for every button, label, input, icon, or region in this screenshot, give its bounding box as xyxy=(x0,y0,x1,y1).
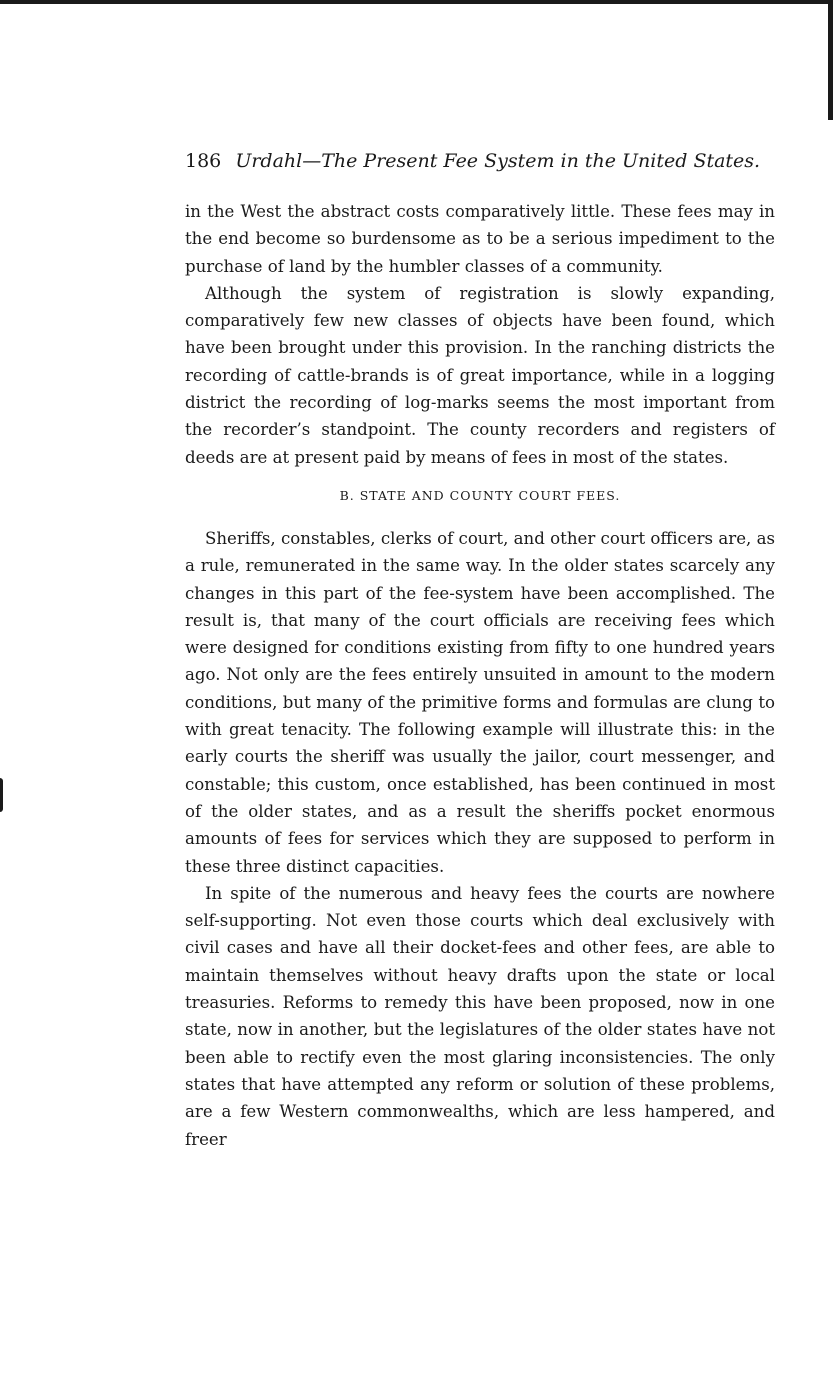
paragraph-registration: Although the system of registration is slowly expanding, comparatively few new classes of objects have been found, which have been brought under this provision. In the ranching districts the recording of cattle-brands is of great importance, while in a logging district the recording of log-marks seems the most important from the recorder’s standpoint. The county recorders and registers of deeds are at present paid by means of fees in most of the states. xyxy=(185,283,775,467)
section-heading: B. STATE AND COUNTY COURT FEES. xyxy=(339,487,621,503)
scan-edge-mark xyxy=(0,778,3,812)
page-body xyxy=(185,198,775,1153)
scan-border-right xyxy=(828,0,833,120)
page-number: 186 xyxy=(185,150,222,172)
paragraph-court-officers: Sheriffs, constables, clerks of court, and other court officers are, as a rule, remunerated in the same way. In the older states scarcely any changes in this part of the fee-system have been accomplished. The result is, that many of the court officials are receiving fees which were designed for conditions existing from fifty to one hundred years ago. Not only are the fees entirely unsuited in amount to the modern conditions, but many of the primitive forms and formulas are clung to with great tenacity. The following example will illustrate this: in the early courts the sheriff was usually the jailor, court messenger, and constable; this custom, once established, has been continued in most of the older states, and as a result the sheriffs pocket enormous amounts of fees for services which they are supposed to perform in these three distinct capacities. xyxy=(185,528,775,876)
paragraph-court-fees: In spite of the numerous and heavy fees the courts are nowhere self-supporting. Not even those courts which deal exclusively with civil cases and have all their docket-fees and other fees, are able to maintain themselves without heavy drafts upon the state or local treasuries. Reforms to remedy this have been proposed, now in one state, now in another, but the legislatures of the older states have not been able to rectify even the most glaring inconsistencies. The only states that have attempted any reform or solution of these problems, are a few Western commonwealths, which are less hampered, and freer xyxy=(185,883,775,1149)
running-title: Urdahl—The Present Fee System in the United States. xyxy=(235,150,761,172)
scan-border-top xyxy=(0,0,833,4)
running-header xyxy=(185,150,775,172)
paragraph-continuation: in the West the abstract costs comparatively little. These fees may in the end become so burdensome as to be a serious impediment to the purchase of land by the humbler classes of a community. xyxy=(185,202,775,276)
